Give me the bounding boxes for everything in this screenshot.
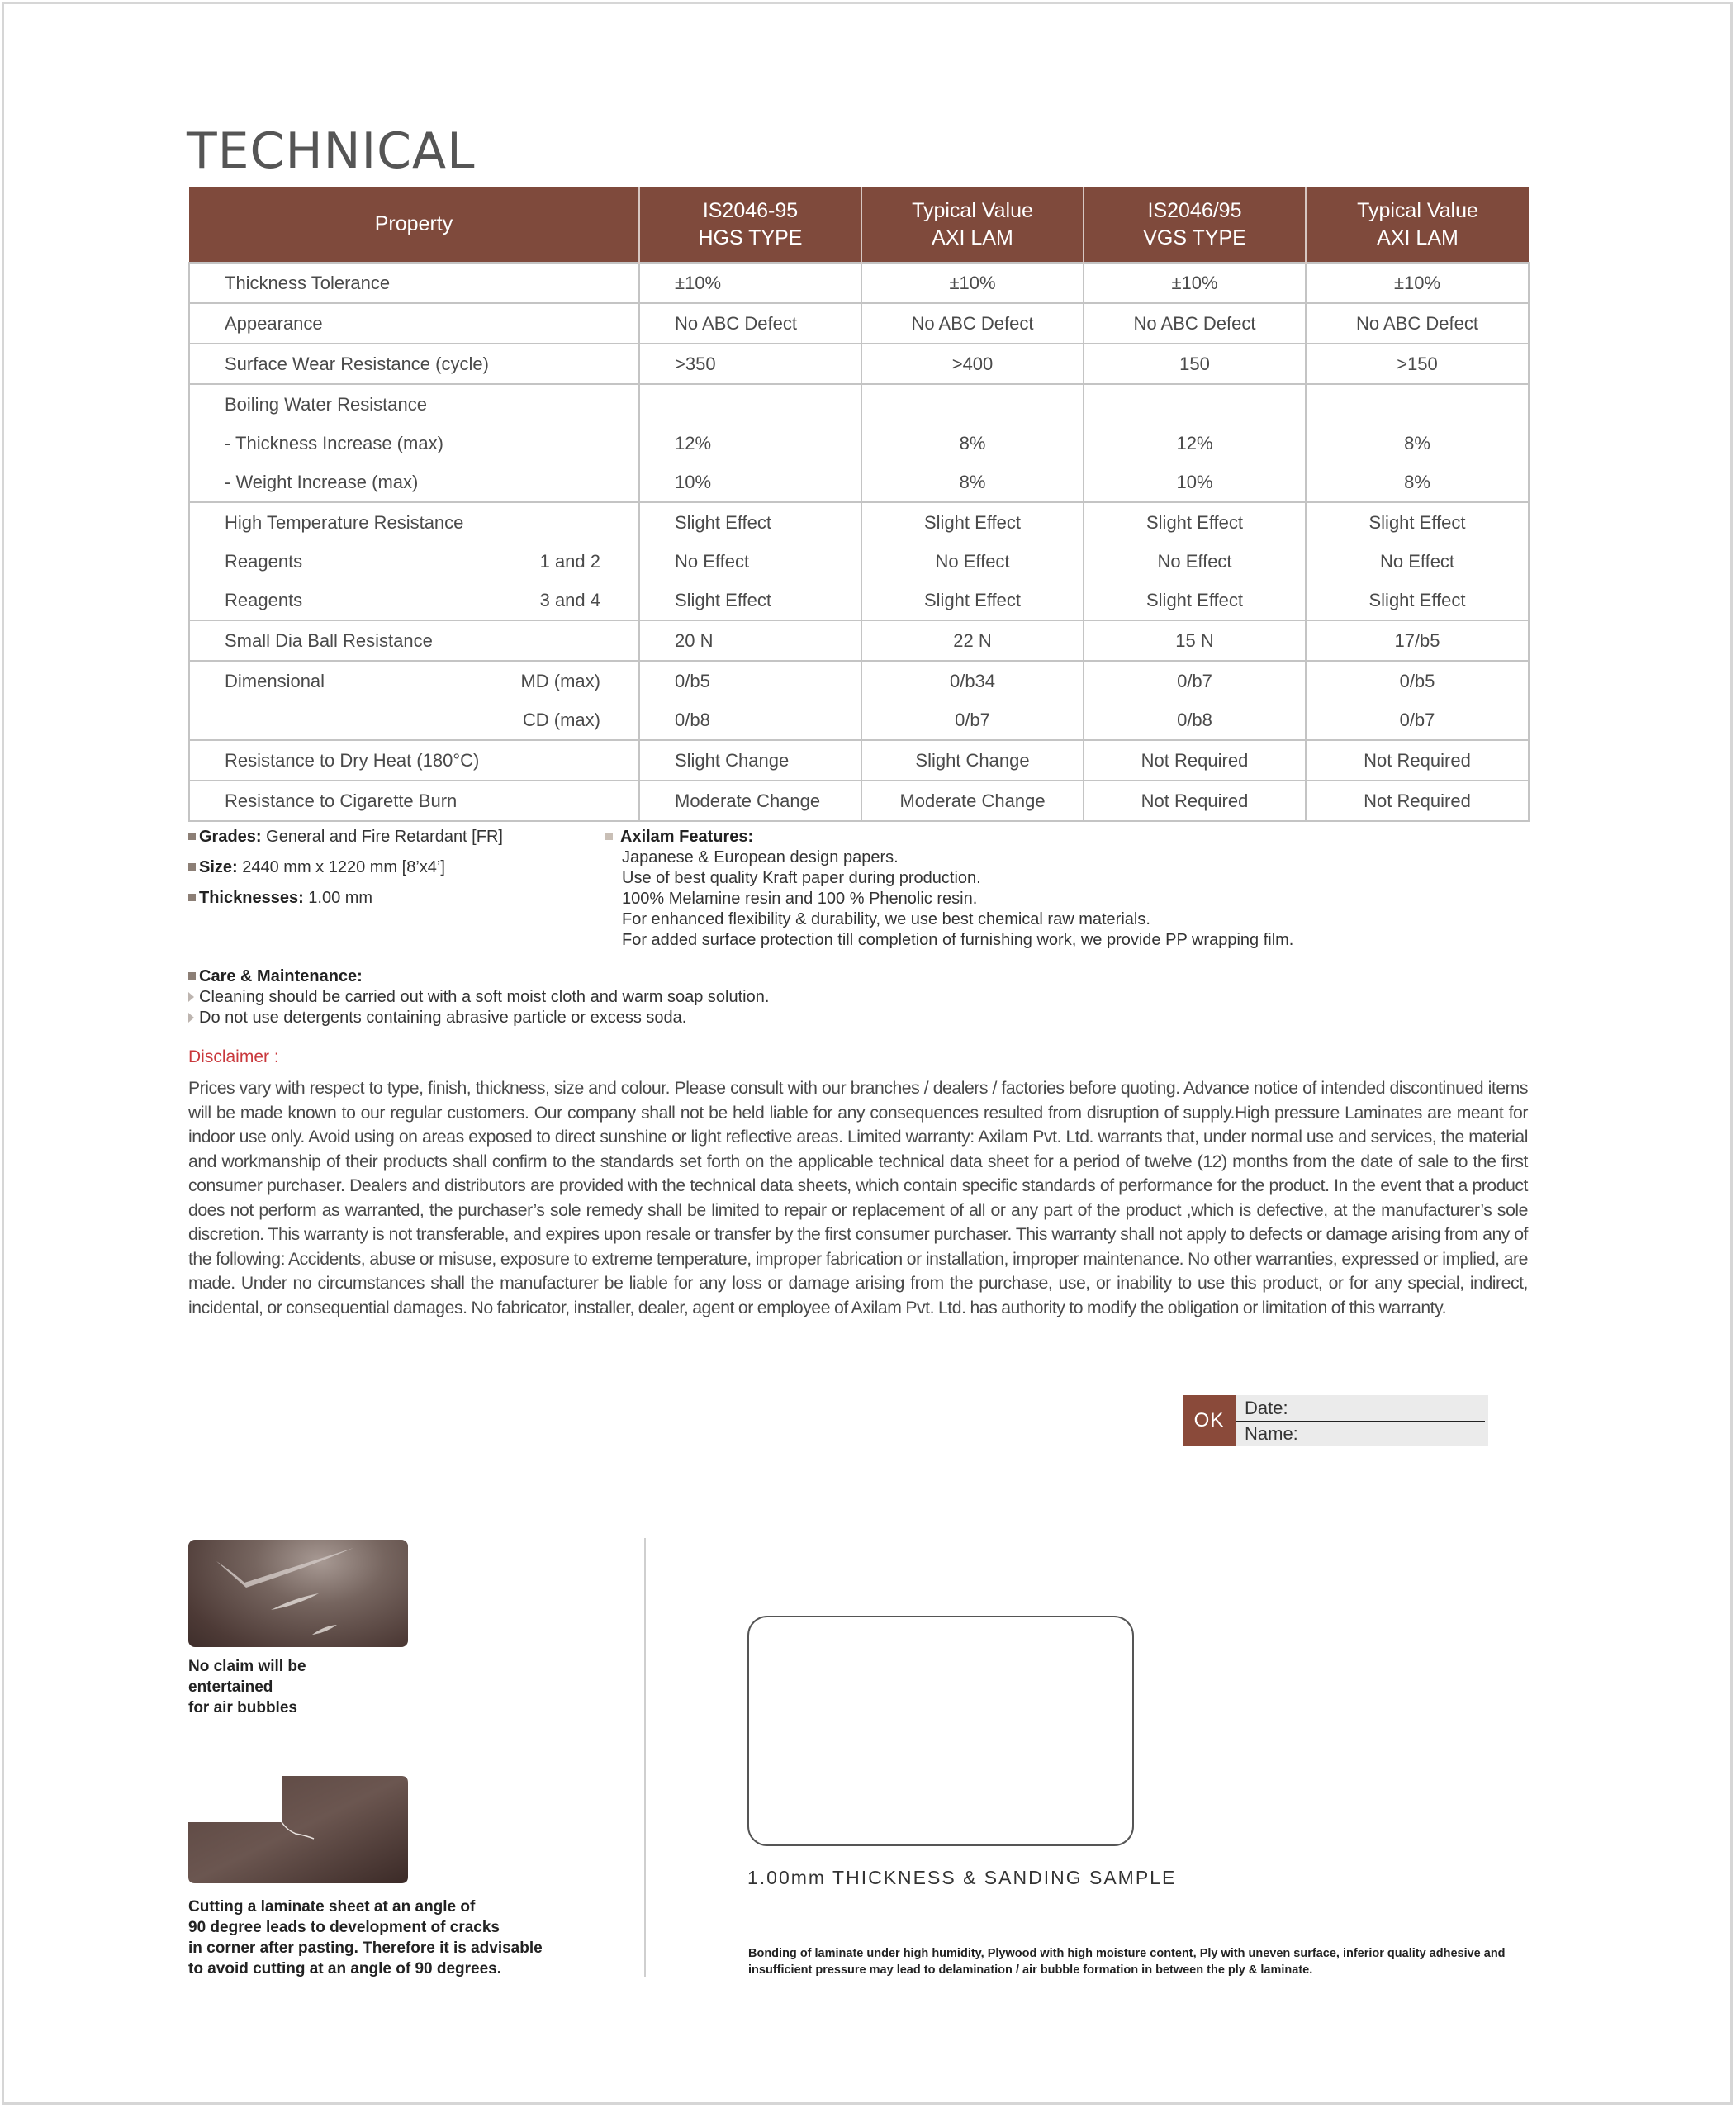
approval-stamp (1183, 1395, 1488, 1446)
value-cell (639, 263, 861, 303)
value-line: Slight Effect (1368, 590, 1466, 610)
value-line: ±10% (675, 273, 722, 293)
property-cell (189, 263, 639, 303)
value-cell (1306, 740, 1529, 781)
value-cell (1306, 384, 1529, 502)
value-line: No ABC Defect (1133, 313, 1256, 334)
features-list (605, 847, 1293, 951)
value-line (1084, 385, 1305, 424)
value-cell (1084, 303, 1306, 344)
value-line: Slight Effect (1368, 512, 1466, 533)
feature-item: Use of best quality Kraft paper during production. (622, 869, 981, 887)
property-line (190, 503, 638, 542)
spec-value: 2440 mm x 1220 mm [8’x4’] (237, 858, 445, 876)
value-cell (861, 620, 1084, 661)
property-line (190, 700, 638, 739)
value-cell (1306, 620, 1529, 661)
value-cell (1084, 781, 1306, 821)
property-line (190, 781, 638, 820)
property-line (190, 385, 638, 424)
value-cell (639, 502, 861, 620)
value-line: Slight Effect (1146, 512, 1243, 533)
value-line: 8% (959, 433, 986, 453)
caption-line: entertained (188, 1678, 273, 1696)
value-line: No ABC Defect (1356, 313, 1478, 334)
header-column (1084, 187, 1306, 263)
property-label: Reagents (225, 590, 303, 610)
care-item-text: Do not use detergents containing abrasive particle or excess soda. (199, 1009, 687, 1027)
spec-label: Size: (199, 858, 238, 876)
property-qualifier: 3 and 4 (539, 590, 600, 610)
property-cell (189, 344, 639, 384)
property-line (190, 424, 638, 463)
value-line: 0/b8 (1177, 710, 1212, 730)
value-line: No ABC Defect (911, 313, 1034, 334)
spec-label: Grades: (199, 828, 262, 846)
value-line: No Effect (935, 551, 1010, 572)
table-row (189, 263, 1529, 303)
value-line: 8% (959, 472, 986, 492)
sample-placeholder-box (747, 1616, 1134, 1846)
triangle-bullet-icon (188, 1013, 194, 1023)
property-cell (189, 740, 639, 781)
caption-line: 90 degree leads to development of cracks (188, 1919, 500, 1936)
caption-line: No claim will be (188, 1658, 306, 1675)
air-bubble-photo (188, 1540, 408, 1647)
value-cell (1306, 263, 1529, 303)
value-line: >400 (951, 354, 994, 374)
header-line: AXI LAM (932, 226, 1013, 249)
property-line (190, 542, 638, 581)
property-line (190, 662, 638, 700)
value-cell (861, 384, 1084, 502)
property-label: Thickness Tolerance (225, 273, 391, 293)
value-line: ±10% (1393, 273, 1441, 293)
header-column (1306, 187, 1529, 263)
table-row (189, 344, 1529, 384)
value-line: Not Required (1141, 750, 1249, 771)
spec-grades (188, 822, 503, 852)
caption-line: Cutting a laminate sheet at an angle of (188, 1898, 476, 1916)
value-cell (1084, 620, 1306, 661)
value-line: Not Required (1364, 790, 1471, 811)
value-line: Moderate Change (899, 790, 1046, 811)
value-line: 10% (675, 472, 712, 492)
care-heading: Care & Maintenance: (199, 967, 363, 985)
value-cell (639, 384, 861, 502)
header-line: VGS TYPE (1143, 226, 1246, 249)
property-label: Dimensional (225, 671, 325, 691)
value-cell (639, 781, 861, 821)
corner-crack-illustration (188, 1776, 408, 1883)
property-label: Small Dia Ball Resistance (225, 630, 433, 651)
property-cell (189, 502, 639, 620)
value-cell (1306, 661, 1529, 740)
header-column (639, 187, 861, 263)
bonding-note: Bonding of laminate under high humidity, Plywood with high moisture content, Ply with uneven surface, inferior quality adhesive and insufficient pressure may lead to delamination / air bubble formation in between the ply & laminate. (748, 1947, 1506, 1977)
value-line: Not Required (1141, 790, 1249, 811)
spec-label: Thicknesses: (199, 889, 304, 907)
feature-item: Japanese & European design papers. (622, 848, 899, 866)
header-line: IS2046-95 (702, 198, 799, 222)
table-row (189, 661, 1529, 740)
header-property (189, 187, 639, 263)
table-row (189, 303, 1529, 344)
header-line: Property (374, 212, 453, 235)
value-line: 17/b5 (1394, 630, 1440, 651)
bullet-square-icon (605, 833, 613, 840)
property-line (190, 581, 638, 620)
bullet-square-icon (188, 894, 196, 901)
value-cell (639, 344, 861, 384)
property-label: High Temperature Resistance (225, 512, 464, 533)
value-cell (1306, 502, 1529, 620)
section-divider (644, 1538, 646, 1977)
header-line: HGS TYPE (698, 226, 803, 249)
value-line: 8% (1404, 472, 1430, 492)
value-line: 0/b7 (1399, 710, 1435, 730)
value-cell (861, 661, 1084, 740)
property-label: Resistance to Dry Heat (180°C) (225, 750, 480, 771)
property-qualifier: MD (max) (520, 671, 600, 691)
value-cell (861, 740, 1084, 781)
value-cell (639, 303, 861, 344)
property-label: - Weight Increase (max) (225, 472, 419, 492)
value-line: 20 N (675, 630, 714, 651)
value-line: 15 N (1175, 630, 1214, 651)
value-line: 150 (1179, 354, 1210, 374)
table-row (189, 781, 1529, 821)
value-cell (1306, 344, 1529, 384)
value-line: No ABC Defect (675, 313, 797, 334)
features-heading: Axilam Features: (620, 828, 754, 846)
value-cell (1306, 781, 1529, 821)
spec-size (188, 852, 503, 883)
property-qualifier: 1 and 2 (539, 551, 600, 572)
value-line: 0/b7 (955, 710, 990, 730)
property-cell (189, 384, 639, 502)
page-title: TECHNICAL (187, 122, 476, 180)
header-line: AXI LAM (1377, 226, 1459, 249)
care-item (188, 1008, 769, 1028)
axilam-features (605, 822, 1293, 951)
table-row (189, 620, 1529, 661)
air-bubble-caption (188, 1656, 306, 1718)
value-line: 12% (1176, 433, 1213, 453)
value-line: Slight Effect (675, 590, 771, 610)
value-cell (861, 781, 1084, 821)
value-line: 0/b5 (675, 671, 710, 691)
features-heading-row (605, 827, 1293, 847)
value-line: 8% (1404, 433, 1430, 453)
specs-list (188, 822, 503, 914)
property-cell (189, 620, 639, 661)
property-line (190, 621, 638, 660)
value-line: 10% (1176, 472, 1213, 492)
value-line: 12% (675, 433, 712, 453)
property-label: Reagents (225, 551, 303, 572)
air-bubble-illustration (188, 1540, 408, 1647)
value-cell (1306, 303, 1529, 344)
value-line: Moderate Change (675, 790, 821, 811)
value-line: 22 N (953, 630, 992, 651)
value-cell (1084, 263, 1306, 303)
table-row (189, 502, 1529, 620)
value-cell (861, 344, 1084, 384)
property-cell (189, 661, 639, 740)
bullet-square-icon (188, 833, 196, 840)
value-line: >150 (1397, 354, 1438, 374)
value-cell (639, 661, 861, 740)
property-label: Surface Wear Resistance (cycle) (225, 354, 489, 374)
value-cell (1084, 661, 1306, 740)
header-line: Typical Value (912, 198, 1033, 222)
table-row (189, 740, 1529, 781)
property-line (190, 344, 638, 383)
sample-label: 1.00mm THICKNESS & SANDING SAMPLE (747, 1867, 1177, 1888)
value-line: >350 (675, 354, 716, 374)
value-cell (639, 620, 861, 661)
cutting-caption (188, 1897, 543, 1979)
value-line: 0/b34 (949, 671, 996, 691)
spec-thicknesses (188, 883, 503, 914)
table-header-row (189, 187, 1529, 263)
spec-value: General and Fire Retardant [FR] (261, 828, 503, 846)
value-cell (1084, 344, 1306, 384)
value-cell (1084, 384, 1306, 502)
header-line: IS2046/95 (1147, 198, 1242, 222)
property-cell (189, 781, 639, 821)
value-line: No Effect (1379, 551, 1455, 572)
feature-item: For enhanced flexibility & durability, we use best chemical raw materials. (622, 910, 1150, 928)
triangle-bullet-icon (188, 992, 194, 1002)
disclaimer-title: Disclaimer : (188, 1047, 279, 1066)
value-line: Slight Change (915, 750, 1030, 771)
property-line (190, 304, 638, 343)
care-item (188, 987, 769, 1008)
bullet-square-icon (188, 863, 196, 871)
value-cell (861, 502, 1084, 620)
property-label: Resistance to Cigarette Burn (225, 790, 458, 811)
value-line: Slight Effect (675, 512, 771, 533)
value-cell (861, 303, 1084, 344)
value-line: Not Required (1364, 750, 1471, 771)
value-line: 0/b8 (675, 710, 710, 730)
table-body (189, 263, 1529, 821)
care-item-text: Cleaning should be carried out with a soft moist cloth and warm soap solution. (199, 988, 770, 1006)
value-line: 0/b7 (1177, 671, 1212, 691)
value-cell (639, 740, 861, 781)
property-line (190, 463, 638, 501)
feature-item: 100% Melamine resin and 100 % Phenolic resin. (622, 890, 978, 908)
value-line: Slight Effect (924, 590, 1021, 610)
value-line: Slight Effect (924, 512, 1021, 533)
care-maintenance (188, 966, 769, 1028)
date-label: Date: (1245, 1398, 1288, 1418)
property-cell (189, 303, 639, 344)
value-cell (861, 263, 1084, 303)
header-line: Typical Value (1357, 198, 1478, 222)
value-cell (1084, 502, 1306, 620)
value-cell (1084, 740, 1306, 781)
value-line: Slight Change (675, 750, 790, 771)
value-line (640, 385, 861, 424)
property-label: - Thickness Increase (max) (225, 433, 443, 453)
property-line (190, 264, 638, 302)
value-line: ±10% (949, 273, 996, 293)
property-line (190, 741, 638, 780)
corner-crack-photo (188, 1776, 408, 1883)
value-line: 0/b5 (1399, 671, 1435, 691)
technical-table (188, 187, 1530, 822)
spec-value: 1.00 mm (303, 889, 373, 907)
value-line (1307, 385, 1528, 424)
caption-line: for air bubbles (188, 1699, 297, 1716)
ok-badge: OK (1183, 1395, 1236, 1446)
care-heading-row (188, 966, 769, 987)
bullet-square-icon (188, 972, 196, 980)
property-label: Boiling Water Resistance (225, 394, 427, 415)
feature-item: For added surface protection till completion of furnishing work, we provide PP wrapping film. (622, 931, 1294, 949)
header-column (861, 187, 1084, 263)
value-line: ±10% (1171, 273, 1218, 293)
value-line: Slight Effect (1146, 590, 1243, 610)
property-label: Appearance (225, 313, 323, 334)
value-line: No Effect (1157, 551, 1232, 572)
name-label: Name: (1245, 1423, 1298, 1444)
disclaimer-text: Prices vary with respect to type, finish, thickness, size and colour. Please consult with our branches / dealers / factories before quoting. Advance notice of intended discontinued items will be made known to our regular customers. Our company shall not be held liable for any consequences resulted from disruption of supply.High pressure Laminates are meant for indoor use only. Avoid using on areas exposed to direct sunshine or light reflective areas. Limited warranty: Axilam Pvt. Ltd. warrants that, under normal use and services, the material and workmanship of their products shall confirm to the standards set forth on the applicable technical data sheet for a period of twelve (12) months from the date of sale to the first consumer purchaser. Dealers and distributors are provided with the technical data sheets, which contain specific standards of performance for the product. In the event that a product does not perform as warranted, the purchaser’s sole remedy shall be limited to repair or replacement of all or any part of the product ,which is defective, at the manufacturer’s sole discretion. This warranty is not transferable, and expires upon resale or transfer by the first consumer purchaser. This warranty shall not apply to defects or damage arising from any of the following: Accidents, abuse or misuse, exposure to extreme temperature, improper fabrication or installation, improper maintenance. No other warranties, expressed or implied, are made. Under no circumstances shall the manufacturer be liable for any loss or damage arising from the purchase, use, or inability to use this product, or for any special, indirect, incidental, or consequential damages. No fabricator, installer, dealer, agent or employee of Axilam Pvt. Ltd. has authority to modify the obligation or limitation of this warranty. (188, 1079, 1528, 1318)
value-line: No Effect (675, 551, 750, 572)
table-row (189, 384, 1529, 502)
property-qualifier: CD (max) (522, 710, 600, 730)
value-line (862, 385, 1083, 424)
caption-line: in corner after pasting. Therefore it is advisable (188, 1939, 543, 1957)
caption-line: to avoid cutting at an angle of 90 degrees. (188, 1960, 502, 1977)
